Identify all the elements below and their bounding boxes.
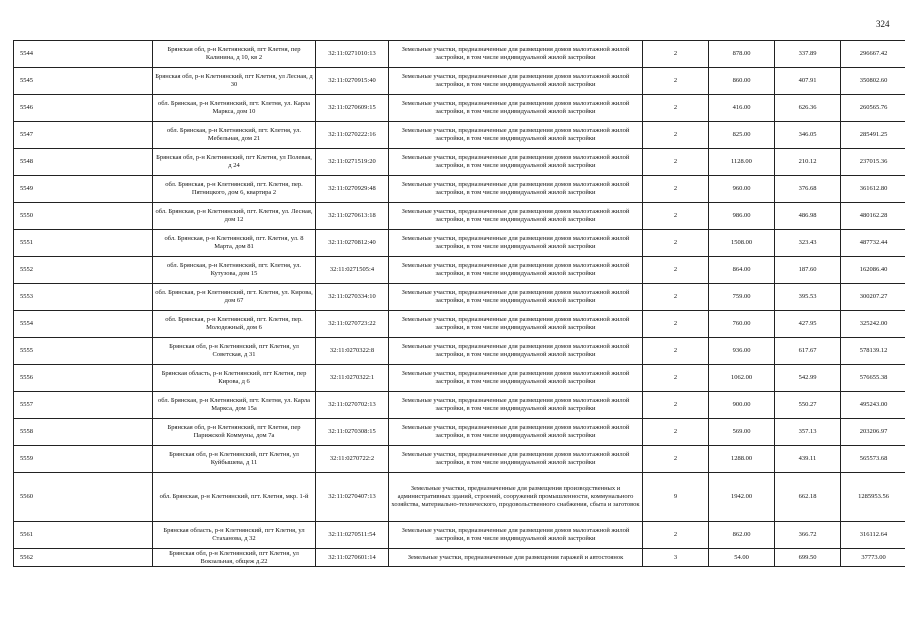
land-use-cell: Земельные участки, предназначенные для размещения производственных и административных зданий, строений, сооружений промышленности, коммунального хозяйства, материально-технического, продовольственного снабжения, сбыта и заготовок [389, 473, 643, 522]
cadastral-value-cell: 578139.12 [841, 338, 905, 365]
cadastral-number-cell: 32:11:0270322:8 [316, 338, 389, 365]
row-number-cell: 5555 [14, 338, 153, 365]
table-row [14, 338, 905, 365]
cadastral-value-cell: 350802.60 [841, 68, 905, 95]
cadastral-value-cell: 296667.42 [841, 41, 905, 68]
address-cell: Брянская область, р-н Клетнянский, пгт Клетня, пер Кирова, д 6 [153, 365, 316, 392]
area-cell: 862.00 [709, 522, 775, 549]
land-use-cell: Земельные участки, предназначенные для размещения домов малоэтажной жилой застройки, в том числе индивидуальной жилой застройки [389, 176, 643, 203]
address-cell: обл. Брянская, р-н Клетнянский, пгт. Клетня, ул. 8 Марта, дом 81 [153, 230, 316, 257]
table-row [14, 149, 905, 176]
cadastral-value-cell: 1285953.56 [841, 473, 905, 522]
row-number-cell: 5554 [14, 311, 153, 338]
specific-value-cell: 542.99 [775, 365, 841, 392]
specific-value-cell: 407.91 [775, 68, 841, 95]
row-number-cell: 5558 [14, 419, 153, 446]
land-use-cell: Земельные участки, предназначенные для размещения домов малоэтажной жилой застройки, в том числе индивидуальной жилой застройки [389, 365, 643, 392]
use-code-cell: 2 [643, 230, 709, 257]
use-code-cell: 9 [643, 473, 709, 522]
area-cell: 860.00 [709, 68, 775, 95]
cadastral-value-table [13, 40, 905, 567]
cadastral-value-cell: 576655.38 [841, 365, 905, 392]
area-cell: 878.00 [709, 41, 775, 68]
use-code-cell: 2 [643, 284, 709, 311]
cadastral-value-cell: 480162.28 [841, 203, 905, 230]
use-code-cell: 2 [643, 149, 709, 176]
cadastral-number-cell: 32:11:0271505:4 [316, 257, 389, 284]
land-use-cell: Земельные участки, предназначенные для размещения домов малоэтажной жилой застройки, в том числе индивидуальной жилой застройки [389, 419, 643, 446]
address-cell: Брянская обл, р-н Клетнянский, пгт Клетня, ул Советская, д 31 [153, 338, 316, 365]
cadastral-number-cell: 32:11:0270222:16 [316, 122, 389, 149]
cadastral-number-cell: 32:11:0271010:13 [316, 41, 389, 68]
specific-value-cell: 346.05 [775, 122, 841, 149]
specific-value-cell: 617.67 [775, 338, 841, 365]
cadastral-value-cell: 361612.80 [841, 176, 905, 203]
use-code-cell: 2 [643, 176, 709, 203]
land-use-cell: Земельные участки, предназначенные для размещения домов малоэтажной жилой застройки, в том числе индивидуальной жилой застройки [389, 95, 643, 122]
address-cell: Брянская обл, р-н Клетнянский, пгт Клетня, ул Вокзальная, общеж д.22 [153, 549, 316, 567]
area-cell: 1508.00 [709, 230, 775, 257]
table-row [14, 446, 905, 473]
cadastral-number-cell: 32:11:0270511:54 [316, 522, 389, 549]
use-code-cell: 2 [643, 392, 709, 419]
table-row [14, 549, 905, 567]
area-cell: 54.00 [709, 549, 775, 567]
specific-value-cell: 376.68 [775, 176, 841, 203]
area-cell: 936.00 [709, 338, 775, 365]
specific-value-cell: 662.18 [775, 473, 841, 522]
address-cell: Брянская обл, р-н Клетнянский, пгт Клетня, пер Парижской Коммуны, дом 7а [153, 419, 316, 446]
row-number-cell: 5559 [14, 446, 153, 473]
land-use-cell: Земельные участки, предназначенные для размещения домов малоэтажной жилой застройки, в том числе индивидуальной жилой застройки [389, 338, 643, 365]
cadastral-value-cell: 565573.68 [841, 446, 905, 473]
specific-value-cell: 323.43 [775, 230, 841, 257]
address-cell: обл. Брянская, р-н Клетнянский, пгт. Клетня, ул. Лесная, дом 12 [153, 203, 316, 230]
use-code-cell: 2 [643, 419, 709, 446]
row-number-cell: 5550 [14, 203, 153, 230]
page-number: 324 [876, 19, 890, 29]
land-use-cell: Земельные участки, предназначенные для размещения домов малоэтажной жилой застройки, в том числе индивидуальной жилой застройки [389, 68, 643, 95]
address-cell: обл. Брянская, р-н Клетнянский, пгт. Клетня, ул. Кирова, дом 67 [153, 284, 316, 311]
use-code-cell: 2 [643, 365, 709, 392]
cadastral-value-cell: 316112.64 [841, 522, 905, 549]
row-number-cell: 5562 [14, 549, 153, 567]
row-number-cell: 5545 [14, 68, 153, 95]
table-row [14, 392, 905, 419]
row-number-cell: 5560 [14, 473, 153, 522]
address-cell: обл. Брянская, р-н Клетнянский, пгт. Клетня, ул. Карла Маркса, дом 15а [153, 392, 316, 419]
use-code-cell: 2 [643, 338, 709, 365]
use-code-cell: 2 [643, 257, 709, 284]
table-row [14, 365, 905, 392]
specific-value-cell: 357.13 [775, 419, 841, 446]
area-cell: 986.00 [709, 203, 775, 230]
cadastral-number-cell: 32:11:0270915:40 [316, 68, 389, 95]
land-use-cell: Земельные участки, предназначенные для размещения гаражей и автостоянок [389, 549, 643, 567]
land-use-cell: Земельные участки, предназначенные для размещения домов малоэтажной жилой застройки, в том числе индивидуальной жилой застройки [389, 522, 643, 549]
use-code-cell: 2 [643, 41, 709, 68]
cadastral-number-cell: 32:11:0270308:15 [316, 419, 389, 446]
cadastral-value-cell: 325242.00 [841, 311, 905, 338]
use-code-cell: 2 [643, 203, 709, 230]
area-cell: 1128.00 [709, 149, 775, 176]
use-code-cell: 2 [643, 95, 709, 122]
area-cell: 416.00 [709, 95, 775, 122]
area-cell: 759.00 [709, 284, 775, 311]
row-number-cell: 5553 [14, 284, 153, 311]
table-row [14, 284, 905, 311]
table-row [14, 122, 905, 149]
cadastral-number-cell: 32:11:0270601:14 [316, 549, 389, 567]
land-use-cell: Земельные участки, предназначенные для размещения домов малоэтажной жилой застройки, в том числе индивидуальной жилой застройки [389, 284, 643, 311]
row-number-cell: 5551 [14, 230, 153, 257]
area-cell: 1942.00 [709, 473, 775, 522]
cadastral-value-cell: 285491.25 [841, 122, 905, 149]
specific-value-cell: 550.27 [775, 392, 841, 419]
address-cell: Брянская обл, р-н Клетнянский, пгт Клетня, ул Куйбышева, д 11 [153, 446, 316, 473]
cadastral-value-cell: 237015.36 [841, 149, 905, 176]
specific-value-cell: 210.12 [775, 149, 841, 176]
address-cell: обл. Брянская, р-н Клетнянский, пгт. Клетня, пер. Пятницкого, дом 6, квартира 2 [153, 176, 316, 203]
specific-value-cell: 337.89 [775, 41, 841, 68]
table-row [14, 473, 905, 522]
area-cell: 1062.00 [709, 365, 775, 392]
table-row [14, 95, 905, 122]
cadastral-number-cell: 32:11:0270407:13 [316, 473, 389, 522]
use-code-cell: 2 [643, 68, 709, 95]
cadastral-value-cell: 37773.00 [841, 549, 905, 567]
address-cell: Брянская обл, р-н Клетнянский, пгт Клетня, пер Калинина, д 10, кв 2 [153, 41, 316, 68]
table-body [14, 41, 905, 567]
land-use-cell: Земельные участки, предназначенные для размещения домов малоэтажной жилой застройки, в том числе индивидуальной жилой застройки [389, 311, 643, 338]
cadastral-value-cell: 203206.97 [841, 419, 905, 446]
specific-value-cell: 699.50 [775, 549, 841, 567]
row-number-cell: 5552 [14, 257, 153, 284]
use-code-cell: 2 [643, 446, 709, 473]
area-cell: 864.00 [709, 257, 775, 284]
row-number-cell: 5547 [14, 122, 153, 149]
address-cell: обл. Брянская, р-н Клетнянский, пгт. Клетня, мкр. 1-й [153, 473, 316, 522]
cadastral-number-cell: 32:11:0270702:13 [316, 392, 389, 419]
area-cell: 569.00 [709, 419, 775, 446]
address-cell: обл. Брянская, р-н Клетнянский, пгт. Клетня, пер. Молодежный, дом 6 [153, 311, 316, 338]
row-number-cell: 5548 [14, 149, 153, 176]
cadastral-number-cell: 32:11:0270722:2 [316, 446, 389, 473]
cadastral-number-cell: 32:11:0270322:1 [316, 365, 389, 392]
cadastral-number-cell: 32:11:0270613:18 [316, 203, 389, 230]
row-number-cell: 5556 [14, 365, 153, 392]
land-use-cell: Земельные участки, предназначенные для размещения домов малоэтажной жилой застройки, в том числе индивидуальной жилой застройки [389, 230, 643, 257]
area-cell: 760.00 [709, 311, 775, 338]
address-cell: обл. Брянская, р-н Клетнянский, пгт. Клетня, ул. Карла Маркса, дом 10 [153, 95, 316, 122]
row-number-cell: 5561 [14, 522, 153, 549]
land-use-cell: Земельные участки, предназначенные для размещения домов малоэтажной жилой застройки, в том числе индивидуальной жилой застройки [389, 446, 643, 473]
land-use-cell: Земельные участки, предназначенные для размещения домов малоэтажной жилой застройки, в том числе индивидуальной жилой застройки [389, 122, 643, 149]
use-code-cell: 2 [643, 311, 709, 338]
cadastral-number-cell: 32:11:0270334:10 [316, 284, 389, 311]
cadastral-value-cell: 487732.44 [841, 230, 905, 257]
specific-value-cell: 187.60 [775, 257, 841, 284]
specific-value-cell: 395.53 [775, 284, 841, 311]
land-use-cell: Земельные участки, предназначенные для размещения домов малоэтажной жилой застройки, в том числе индивидуальной жилой застройки [389, 257, 643, 284]
address-cell: обл. Брянская, р-н Клетнянский, пгт. Клетня, ул. Мебельная, дом 21 [153, 122, 316, 149]
table-row [14, 68, 905, 95]
cadastral-number-cell: 32:11:0270609:15 [316, 95, 389, 122]
address-cell: Брянская область, р-н Клетнянский, пгт Клетня, ул Стаханова, д 32 [153, 522, 316, 549]
area-cell: 1288.00 [709, 446, 775, 473]
use-code-cell: 2 [643, 522, 709, 549]
use-code-cell: 2 [643, 122, 709, 149]
row-number-cell: 5549 [14, 176, 153, 203]
table-row [14, 203, 905, 230]
row-number-cell: 5544 [14, 41, 153, 68]
specific-value-cell: 486.98 [775, 203, 841, 230]
area-cell: 825.00 [709, 122, 775, 149]
specific-value-cell: 427.95 [775, 311, 841, 338]
cadastral-value-cell: 300207.27 [841, 284, 905, 311]
specific-value-cell: 626.36 [775, 95, 841, 122]
cadastral-number-cell: 32:11:0270929:48 [316, 176, 389, 203]
address-cell: Брянская обл, р-н Клетнянский, пгт Клетня, ул Полевая, д 24 [153, 149, 316, 176]
specific-value-cell: 439.11 [775, 446, 841, 473]
table-row [14, 419, 905, 446]
land-use-cell: Земельные участки, предназначенные для размещения домов малоэтажной жилой застройки, в том числе индивидуальной жилой застройки [389, 203, 643, 230]
row-number-cell: 5546 [14, 95, 153, 122]
table-row [14, 41, 905, 68]
use-code-cell: 3 [643, 549, 709, 567]
table-row [14, 230, 905, 257]
land-use-cell: Земельные участки, предназначенные для размещения домов малоэтажной жилой застройки, в том числе индивидуальной жилой застройки [389, 392, 643, 419]
address-cell: Брянская обл, р-н Клетнянский, пгт Клетня, ул Лесная, д 30 [153, 68, 316, 95]
cadastral-number-cell: 32:11:0270723:22 [316, 311, 389, 338]
table-row [14, 311, 905, 338]
cadastral-value-cell: 162086.40 [841, 257, 905, 284]
specific-value-cell: 366.72 [775, 522, 841, 549]
table-row [14, 257, 905, 284]
cadastral-number-cell: 32:11:0271519:20 [316, 149, 389, 176]
area-cell: 960.00 [709, 176, 775, 203]
row-number-cell: 5557 [14, 392, 153, 419]
cadastral-value-cell: 495243.00 [841, 392, 905, 419]
cadastral-number-cell: 32:11:0270812:40 [316, 230, 389, 257]
address-cell: обл. Брянская, р-н Клетнянский, пгт. Клетня, ул. Кутузова, дом 15 [153, 257, 316, 284]
land-use-cell: Земельные участки, предназначенные для размещения домов малоэтажной жилой застройки, в том числе индивидуальной жилой застройки [389, 149, 643, 176]
cadastral-value-cell: 260565.76 [841, 95, 905, 122]
area-cell: 900.00 [709, 392, 775, 419]
land-use-cell: Земельные участки, предназначенные для размещения домов малоэтажной жилой застройки, в том числе индивидуальной жилой застройки [389, 41, 643, 68]
table-row [14, 176, 905, 203]
table-row [14, 522, 905, 549]
